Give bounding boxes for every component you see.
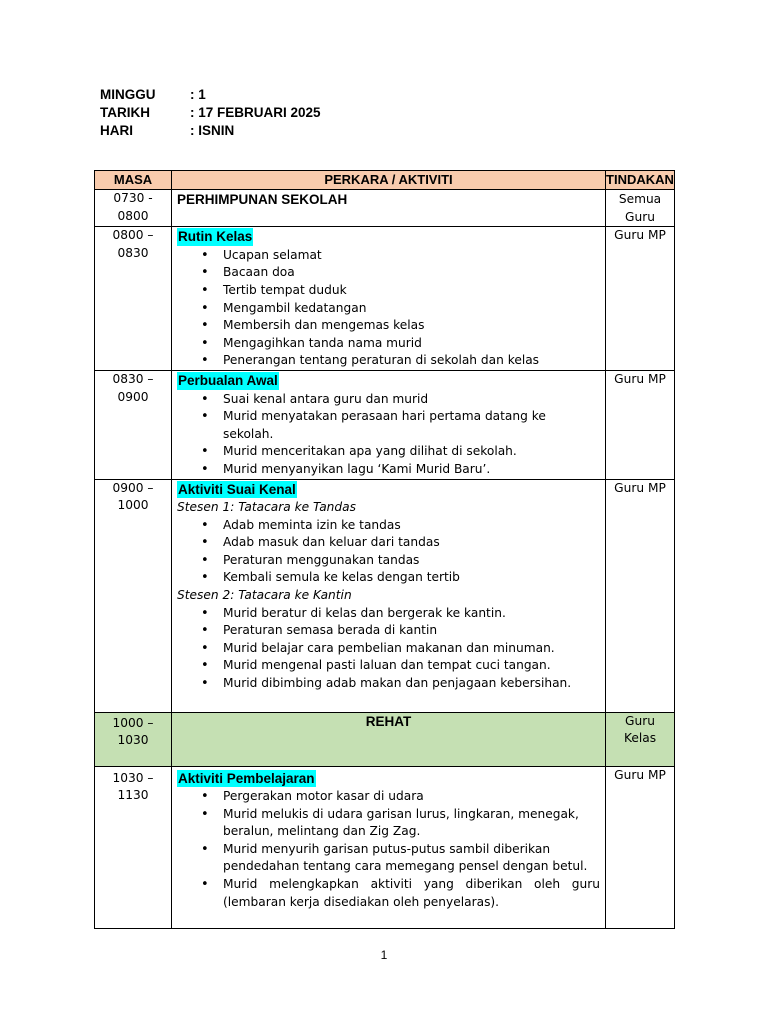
time-end: 1000 (117, 498, 149, 513)
time-start: 0800 – (112, 228, 154, 243)
activity-title: PERHIMPUNAN SEKOLAH (177, 192, 348, 207)
activity-list (177, 517, 600, 587)
activity-list (177, 788, 600, 911)
column-header-aktiviti: PERKARA / AKTIVITI (172, 171, 606, 190)
list-item: • Peraturan semasa berada di kantin (223, 622, 600, 640)
time-cell (95, 227, 172, 371)
list-item: • Mengambil kedatangan (223, 300, 600, 318)
list-item: • Suai kenal antara guru dan murid (223, 391, 600, 409)
list-item: • Murid menyanyikan lagu ‘Kami Murid Baru’. (223, 461, 600, 479)
time-start: 0730 - (113, 191, 153, 205)
activity-list (177, 391, 600, 479)
time-end: 0900 (117, 389, 149, 404)
document-header (100, 86, 321, 140)
time-start: 0830 – (112, 371, 154, 386)
header-label: MINGGU (100, 87, 156, 102)
table-row (95, 190, 675, 227)
time-cell (95, 479, 172, 712)
list-item: • Murid menyatakan perasaan hari pertama datang ke sekolah. (223, 408, 600, 443)
list-item: • Ucapan selamat (223, 247, 600, 265)
activity-cell (172, 370, 606, 479)
list-item: • Murid dibimbing adab makan dan penjagaan kebersihan. (223, 675, 600, 693)
header-label: TARIKH (100, 105, 150, 120)
action-cell: Guru MP (606, 370, 675, 479)
activity-title: Rutin Kelas (178, 229, 253, 245)
table-row (95, 766, 675, 928)
list-item: • Mengagihkan tanda nama murid (223, 335, 600, 353)
header-label: HARI (100, 123, 133, 138)
list-item: • Murid melengkapkan aktiviti yang diberikan oleh guru (lembaran kerja disediakan oleh penyelaras). (223, 876, 600, 911)
header-row-minggu (100, 86, 321, 104)
time-cell (95, 766, 172, 928)
action-cell: Guru MP (606, 479, 675, 712)
list-item: • Adab masuk dan keluar dari tandas (223, 534, 600, 552)
list-item: • Tertib tempat duduk (223, 282, 600, 300)
time-start: 1030 – (112, 770, 154, 785)
activity-list (177, 605, 600, 693)
header-value: : 1 (190, 87, 206, 102)
time-start: 0900 – (112, 480, 154, 495)
action-cell: Guru Kelas (606, 712, 675, 766)
activity-title: Aktiviti Pembelajaran (178, 770, 315, 786)
action-line: Guru (625, 209, 655, 224)
list-item: • Peraturan menggunakan tandas (223, 552, 600, 570)
station-heading: Stesen 1: Tatacara ke Tandas (177, 500, 356, 515)
list-item: • Pergerakan motor kasar di udara (223, 788, 600, 806)
table-row (95, 479, 675, 712)
page-number: 1 (380, 948, 388, 962)
activity-cell (172, 766, 606, 928)
time-cell (95, 370, 172, 479)
break-label: REHAT (172, 712, 606, 766)
activity-title: Aktiviti Suai Kenal (178, 481, 296, 497)
list-item: • Murid mengenal pasti laluan dan tempat cuci tangan. (223, 657, 600, 675)
list-item: • Murid melukis di udara garisan lurus, lingkaran, menegak, beralun, melintang dan Zig Zag. (223, 806, 600, 841)
list-item: • Bacaan doa (223, 264, 600, 282)
list-item: • Penerangan tentang peraturan di sekolah dan kelas (223, 352, 600, 370)
activity-cell (172, 227, 606, 371)
activity-cell (172, 190, 606, 227)
action-line: Semua (618, 192, 662, 206)
station-heading: Stesen 2: Tatacara ke Kantin (177, 588, 352, 603)
time-end: 1130 (117, 788, 149, 803)
activity-title: Perbualan Awal (178, 372, 278, 388)
table-header-row (95, 171, 675, 190)
list-item: • Murid beratur di kelas dan bergerak ke kantin. (223, 605, 600, 623)
activity-list (177, 247, 600, 370)
list-item: • Murid menyurih garisan putus-putus sambil diberikan pendedahan tentang cara memegang pensel dengan betul. (223, 841, 600, 876)
time-end: 0800 (117, 208, 149, 223)
table-row (95, 370, 675, 479)
action-cell: Guru MP (606, 227, 675, 371)
column-header-tindakan: TINDAKAN (606, 171, 675, 190)
schedule-table (94, 170, 675, 929)
action-cell: Guru MP (606, 766, 675, 928)
time-start: 1000 – (112, 715, 154, 730)
list-item: • Adab meminta izin ke tandas (223, 517, 600, 535)
time-cell (95, 190, 172, 227)
header-row-tarikh (100, 104, 321, 122)
activity-cell (172, 479, 606, 712)
time-cell (95, 712, 172, 766)
list-item: • Kembali semula ke kelas dengan tertib (223, 569, 600, 587)
time-end: 0830 (117, 245, 149, 260)
header-value: : 17 FEBRUARI 2025 (190, 105, 321, 120)
table-row-break (95, 712, 675, 766)
table-row (95, 227, 675, 371)
list-item: • Murid menceritakan apa yang dilihat di sekolah. (223, 443, 600, 461)
header-row-hari (100, 122, 321, 140)
list-item: • Murid belajar cara pembelian makanan dan minuman. (223, 640, 600, 658)
time-end: 1030 (117, 733, 149, 748)
list-item: • Membersih dan mengemas kelas (223, 317, 600, 335)
action-cell (606, 190, 675, 227)
column-header-masa: MASA (95, 171, 172, 190)
header-value: : ISNIN (190, 123, 235, 138)
